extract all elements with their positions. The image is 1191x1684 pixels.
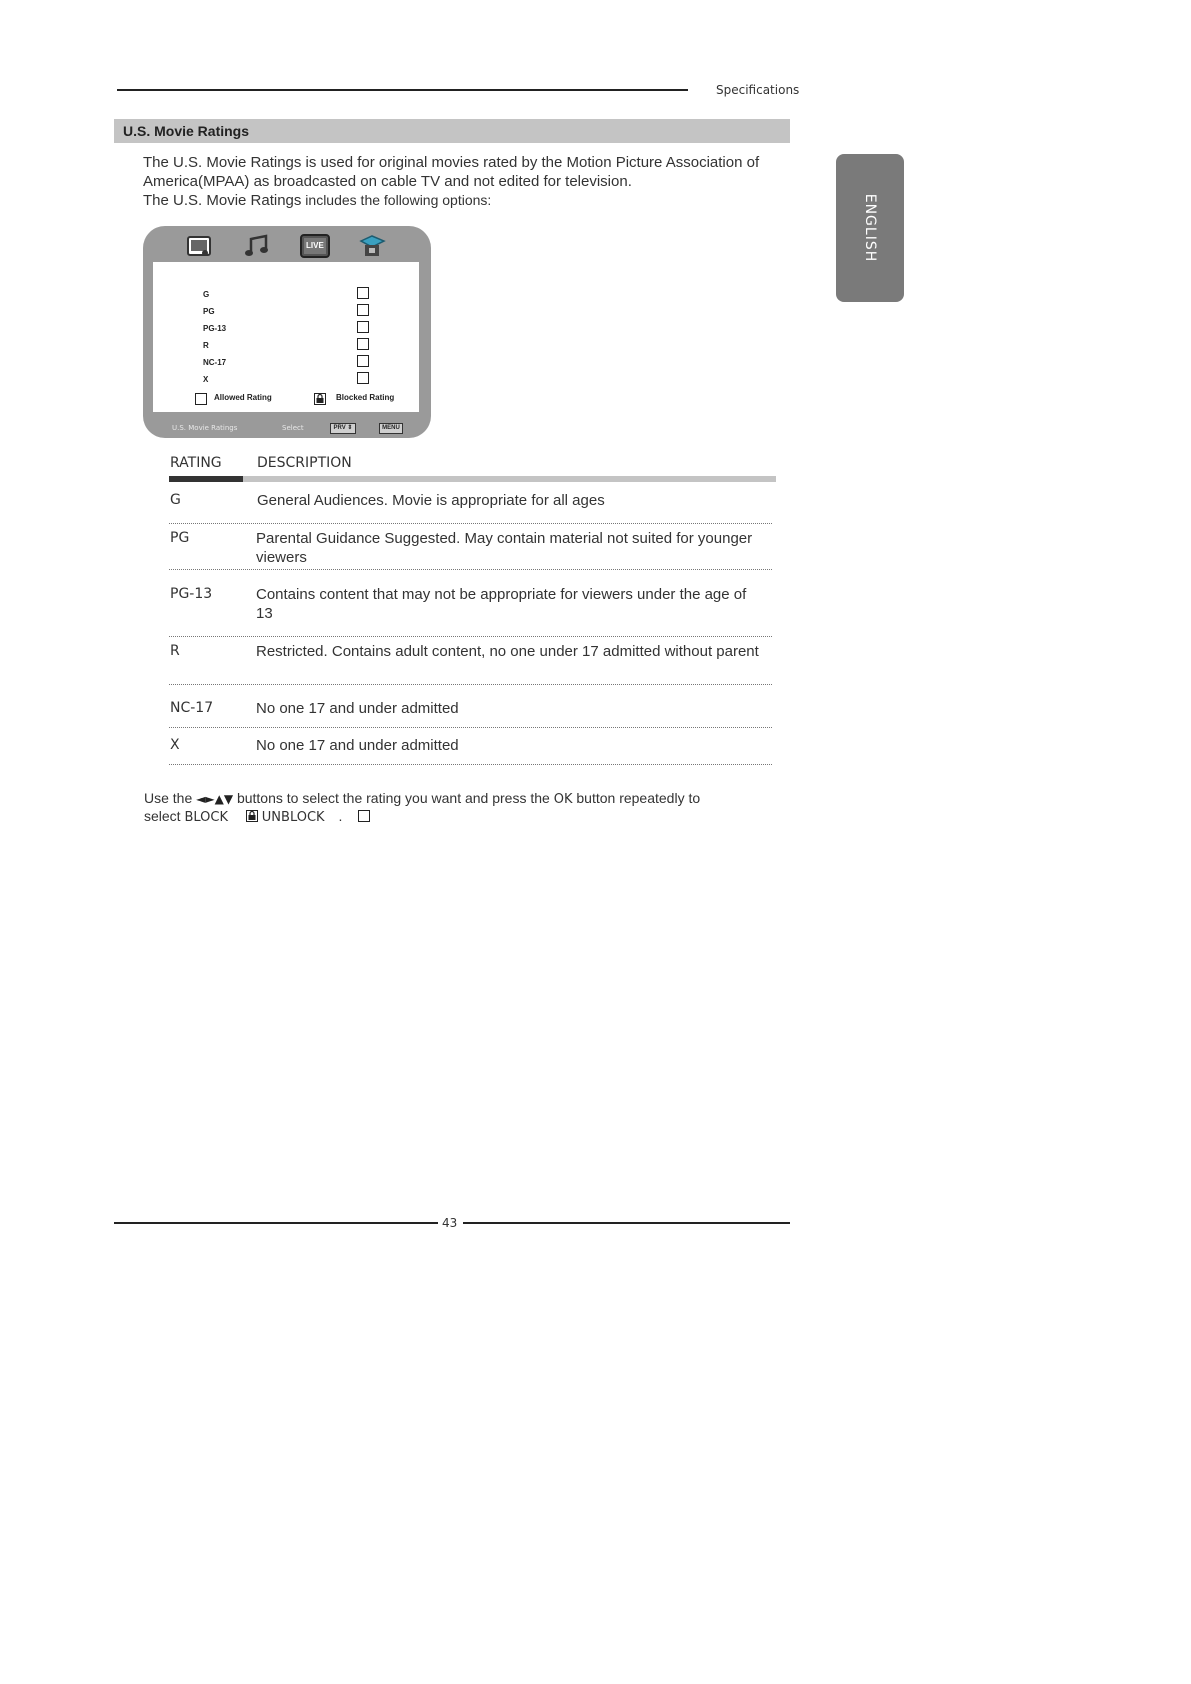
menu-checkbox-nc17: [357, 355, 369, 367]
table-row-description: Contains content that may not be appropriate for viewers under the age of 13: [256, 586, 747, 622]
instructions-line-2: [144, 808, 370, 825]
language-side-tab-label: ENGLISH: [862, 193, 878, 263]
header-rule: [117, 89, 688, 91]
intro-line-3-prefix: The U.S. Movie Ratings: [143, 192, 302, 209]
table-header-rating: RATING: [170, 455, 222, 471]
blocked-legend-label: Blocked Rating: [336, 393, 395, 402]
instructions-buttons-text: buttons to select the rating you want and press the: [236, 790, 550, 806]
section-bar: [114, 119, 790, 143]
menu-checkbox-pg13: [357, 321, 369, 333]
menu-rating-r: R: [203, 341, 209, 350]
tv-menu-screenshot: [143, 226, 431, 438]
menu-rating-pg13: PG-13: [203, 324, 227, 333]
footer-rule-right: [463, 1222, 790, 1224]
table-row-divider: [169, 684, 772, 685]
menu-rating-pg: PG: [203, 307, 215, 316]
instructions-block: BLOCK: [184, 810, 229, 825]
menu-rating-x: X: [203, 375, 209, 384]
table-row-rating: NC-17: [170, 700, 214, 716]
table-header-description: DESCRIPTION: [257, 455, 352, 471]
table-row-rating: G: [170, 492, 181, 508]
intro-line-3: [143, 191, 491, 210]
instructions-ok: OK: [553, 792, 573, 807]
table-row-description: Parental Guidance Suggested. May contain material not suited for younger viewers: [256, 530, 753, 566]
table-row-divider: [169, 523, 772, 524]
language-side-tab: [836, 154, 904, 302]
instructions-repeatedly: button repeatedly to: [576, 790, 701, 806]
table-header-bar-dark: [169, 476, 243, 482]
table-row-description: Restricted. Contains adult content, no one under 17 admitted without parent: [256, 643, 759, 660]
menu-checkbox-g: [357, 287, 369, 299]
section-title: U.S. Movie Ratings: [123, 123, 250, 139]
page-number: 43: [442, 1216, 458, 1230]
menu-rating-nc17: NC-17: [203, 358, 227, 367]
live-label: LIVE: [306, 241, 324, 250]
allowed-legend-checkbox: [195, 393, 207, 405]
menu-checkbox-x: [357, 372, 369, 384]
table-row-divider: [169, 636, 772, 637]
intro-line-3-suffix: includes the following options:: [301, 192, 492, 208]
photo-icon: [185, 233, 215, 259]
tv-footer-select: Select: [282, 424, 304, 432]
music-icon: [242, 233, 272, 259]
intro-line-2: America(MPAA) as broadcasted on cable TV and not edited for television.: [143, 173, 632, 190]
instructions-line-1: [144, 790, 700, 807]
table-row-rating: PG-13: [170, 586, 213, 602]
instructions-unblock: UNBLOCK: [261, 810, 325, 825]
menu-checkbox-pg: [357, 304, 369, 316]
table-header-bar-light: [243, 476, 776, 482]
table-row-divider: [169, 569, 772, 570]
instructions-period: .: [338, 808, 343, 824]
table-row-rating: R: [170, 643, 180, 659]
tv-menu-panel: [153, 262, 419, 412]
footer-rule-left: [114, 1222, 438, 1224]
menu-checkbox-r: [357, 338, 369, 350]
table-row-description: No one 17 and under admitted: [256, 700, 459, 717]
live-tv-icon: [299, 233, 329, 259]
table-row-rating: X: [170, 737, 180, 753]
unblock-checkbox-icon: [358, 810, 370, 822]
table-row-divider: [169, 764, 772, 765]
tv-footer-key-prv: PRV ⇕: [330, 423, 356, 434]
table-row-divider: [169, 727, 772, 728]
table-row-description: No one 17 and under admitted: [256, 737, 459, 754]
arrow-keys-icon: ◄►▲▼: [196, 792, 234, 806]
header-label: Specifications: [716, 83, 800, 97]
table-row-description: General Audiences. Movie is appropriate for all ages: [257, 492, 605, 509]
instructions-use-the: Use the: [144, 790, 193, 806]
menu-rating-g: G: [203, 290, 210, 299]
tv-footer-title: U.S. Movie Ratings: [172, 424, 238, 432]
allowed-legend-label: Allowed Rating: [214, 393, 272, 402]
tv-footer-key-menu: MENU: [379, 423, 403, 434]
settings-lock-icon: [357, 233, 387, 259]
blocked-legend-lock-icon: [314, 392, 326, 410]
table-row-rating: PG: [170, 530, 190, 546]
instructions-select: select: [144, 808, 181, 824]
intro-line-1: The U.S. Movie Ratings is used for original movies rated by the Motion Picture Association of: [143, 154, 760, 171]
block-lock-icon: [246, 809, 258, 825]
